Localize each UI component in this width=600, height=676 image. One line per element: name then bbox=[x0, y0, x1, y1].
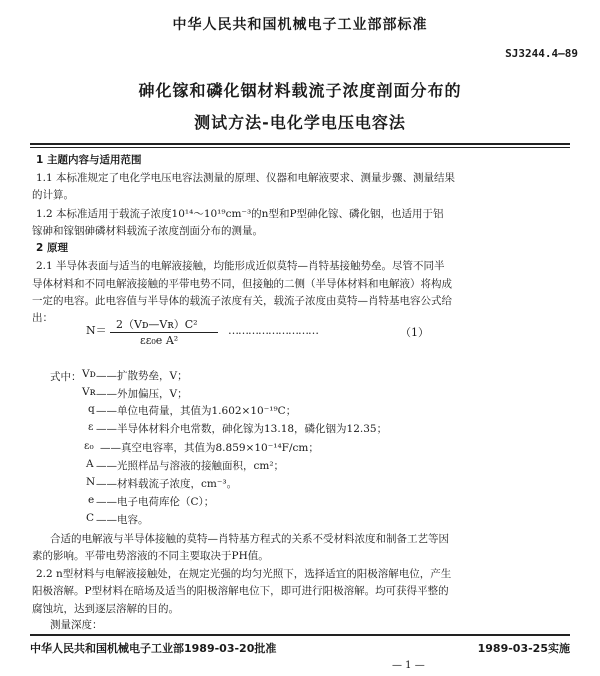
paragraph-2-2-line-3: 腐蚀坑，达到逐层溶解的目的。 bbox=[32, 603, 179, 615]
section-1-heading: 1 主题内容与适用范围 bbox=[36, 154, 142, 166]
definition-n: ——材料载流子浓度，cm⁻³。 bbox=[96, 478, 238, 490]
paragraph-2-1-line-2: 导体材料和不同电解液接触的平带电势不同，但接触的二侧（半导体材料和电解液）将构成 bbox=[32, 278, 452, 290]
formula-equation-number: （1） bbox=[400, 326, 429, 339]
paragraph-1-1-line-2: 的计算。 bbox=[32, 189, 74, 201]
paragraph-2-1-line-4: 出： bbox=[32, 312, 53, 324]
symbol-a: A bbox=[86, 458, 94, 470]
symbol-q: q bbox=[88, 403, 95, 415]
formula-leader-dots: ……………………… bbox=[228, 324, 318, 337]
title-divider-thin bbox=[30, 147, 570, 148]
paragraph-1-2-line-1: 1.2 本标准适用于载流子浓度10¹⁴～10¹⁹cm⁻³的n型和P型砷化镓、磷化铟，也适用于铝 bbox=[36, 208, 444, 220]
symbol-epsilon: ε bbox=[88, 421, 94, 433]
definition-a: ——光照样品与溶液的接触面积，cm²； bbox=[96, 460, 285, 472]
definition-vd: ——扩散势垒，V； bbox=[96, 370, 188, 382]
definition-epsilon-0: ——真空电容率，其值为8.859×10⁻¹⁴F/cm； bbox=[100, 442, 319, 454]
symbol-vr: Vʀ bbox=[82, 386, 96, 398]
flatband-paragraph-line-1: 合适的电解液与半导体接触的莫特—肖特基方程式的关系不受材料浓度和制备工艺等因 bbox=[50, 533, 449, 545]
paragraph-1-2-line-2: 镓砷和镓铟砷磷材料载流子浓度剖面分布的测量。 bbox=[32, 225, 263, 237]
definition-c: ——电容。 bbox=[96, 514, 149, 526]
definition-q: ——单位电荷量，其值为1.602×10⁻¹⁹C； bbox=[96, 405, 297, 417]
flatband-paragraph-line-2: 素的影响。平带电势溶液的不同主要取决于PH值。 bbox=[32, 550, 269, 562]
formula-fraction-bar bbox=[110, 332, 218, 333]
measurement-depth-label: 测量深度： bbox=[50, 619, 103, 631]
paragraph-1-1-line-1: 1.1 本标准规定了电化学电压电容法测量的原理、仪器和电解液要求、测量步骤、测量结果 bbox=[36, 172, 456, 184]
section-2-heading: 2 原理 bbox=[36, 242, 68, 254]
org-standard-header: 中华人民共和国机械电子工业部部标准 bbox=[172, 17, 428, 33]
page-number: — 1 — bbox=[392, 660, 425, 671]
symbol-n: N bbox=[86, 476, 96, 488]
definition-epsilon: ——半导体材料介电常数，砷化镓为13.18，磷化铟为12.35； bbox=[96, 423, 388, 435]
symbol-epsilon-0: ε₀ bbox=[84, 440, 94, 452]
paragraph-2-2-line-2: 阳极溶解。P型材料在暗场及适当的阳极溶解电位下，即可进行阳极溶解。均可获得平整的 bbox=[32, 585, 449, 597]
approval-date: 中华人民共和国机械电子工业部1989-03-20批准 bbox=[30, 642, 277, 655]
document-title-line-2: 测试方法-电化学电压电容法 bbox=[194, 113, 406, 132]
implementation-date: 1989-03-25实施 bbox=[477, 642, 570, 655]
definition-vr: ——外加偏压，V； bbox=[96, 388, 188, 400]
paragraph-2-2-line-1: 2.2 n型材料与电解液接触处，在规定光强的均匀光照下，选择适宜的阳极溶解电位，产生 bbox=[36, 568, 452, 580]
footer-divider bbox=[30, 634, 570, 636]
symbol-vd: Vᴅ bbox=[82, 368, 96, 380]
formula-denominator: εε₀e A² bbox=[140, 334, 179, 347]
document-title-line-1: 砷化镓和磷化铟材料载流子浓度剖面分布的 bbox=[138, 81, 462, 100]
symbol-c: C bbox=[86, 512, 95, 524]
formula-lhs: N＝ bbox=[86, 324, 107, 337]
paragraph-2-1-line-3: 一定的电容。此电容值与半导体的载流子浓度有关，载流子浓度由莫特—肖特基电容公式给 bbox=[32, 295, 452, 307]
paragraph-2-1-line-1: 2.1 半导体表面与适当的电解液接触，均能形成近似莫特—肖特基接触势垒。尽管不同半 bbox=[36, 260, 445, 272]
standard-number: SJ3244.4—89 bbox=[505, 47, 578, 60]
symbol-e: e bbox=[88, 494, 95, 506]
formula-numerator: 2（Vᴅ—Vʀ）C² bbox=[116, 318, 198, 331]
definition-e: ——电子电荷库伦（C）； bbox=[96, 496, 215, 508]
title-divider-thick bbox=[30, 143, 570, 145]
where-intro: 式中： bbox=[50, 371, 82, 383]
